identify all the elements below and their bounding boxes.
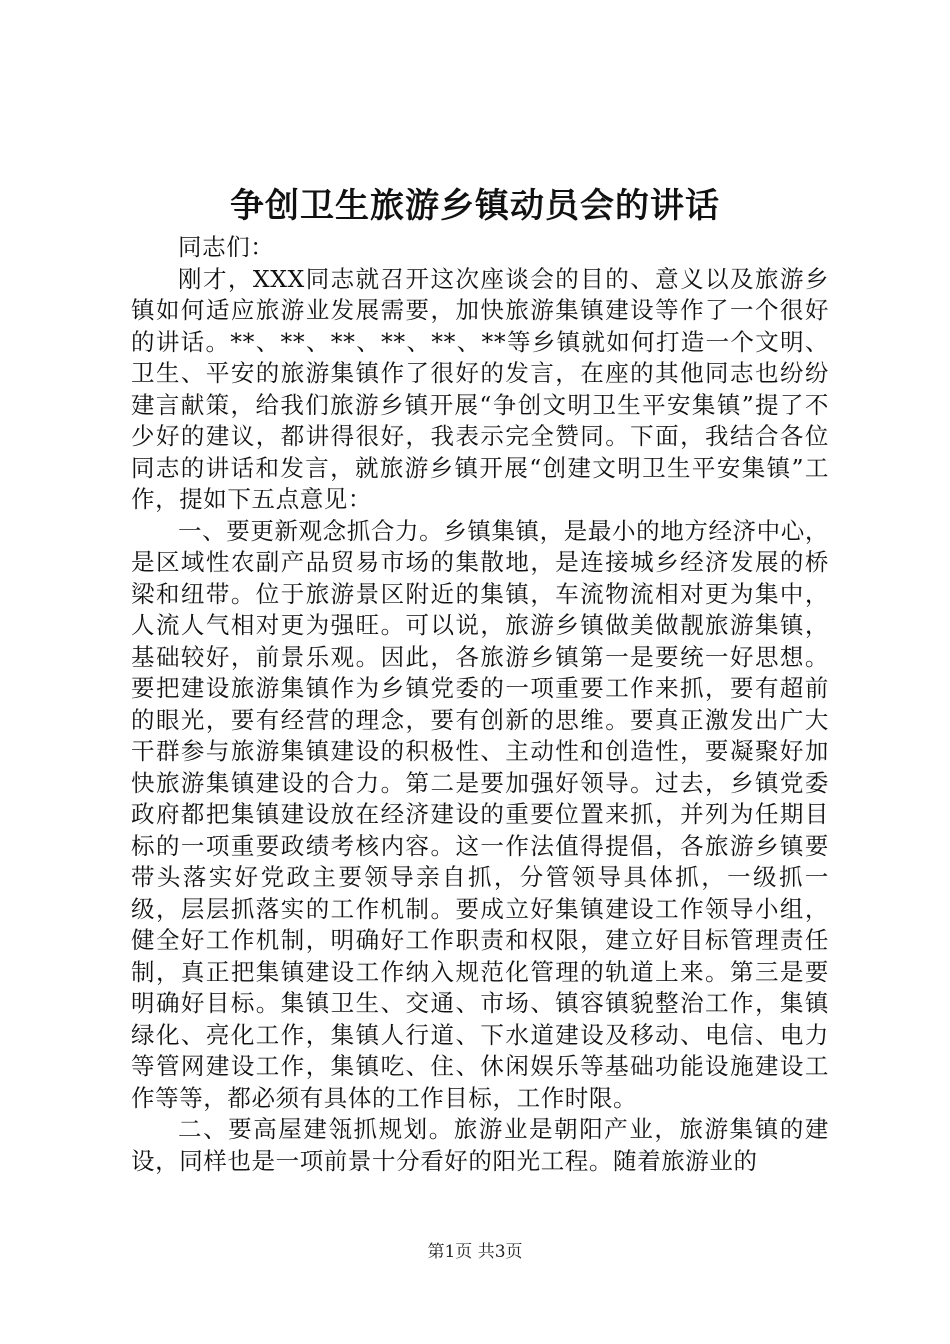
document-body <box>131 232 829 1177</box>
body-paragraph: 二、要高屋建瓴抓规划。旅游业是朝阳产业，旅游集镇的建设，同样也是一项前景十分看好的阳光工程。随着旅游业的 <box>131 1115 829 1175</box>
document-title: 争创卫生旅游乡镇动员会的讲话 <box>230 186 720 226</box>
body-paragraph: 刚才，XXX同志就召开这次座谈会的目的、意义以及旅游乡镇如何适应旅游业发展需要，加快旅游集镇建设等作了一个很好的讲话。**、**、**、**、**、**等乡镇就如何打造一个文明、卫生、平安的旅游集镇作了很好的发言，在座的其他同志也纷纷建言献策，给我们旅游乡镇开展“争创文明卫生平安集镇”提了不少好的建议，都讲得很好，我表示完全赞同。下面，我结合各位同志的讲话和发言，就旅游乡镇开展“创建文明卫生平安集镇”工作，提如下五点意见： <box>131 264 829 513</box>
page-number-footer: 第1页 共3页 <box>427 1242 523 1262</box>
salutation-paragraph: 同志们： <box>178 233 275 261</box>
body-paragraph: 一、要更新观念抓合力。乡镇集镇，是最小的地方经济中心，是区域性农副产品贸易市场的集散地，是连接城乡经济发展的桥梁和纽带。位于旅游景区附近的集镇，车流物流相对更为集中，人流人气相对更为强旺。可以说，旅游乡镇做美做靓旅游集镇，基础较好，前景乐观。因此，各旅游乡镇第一是要统一好思想。要把建设旅游集镇作为乡镇党委的一项重要工作来抓，要有超前的眼光，要有经营的理念，要有创新的思维。要真正激发出广大干群参与旅游集镇建设的积极性、主动性和创造性，要凝聚好加快旅游集镇建设的合力。第二是要加强好领导。过去，乡镇党委政府都把集镇建设放在经济建设的重要位置来抓，并列为任期目标的一项重要政绩考核内容。这一作法值得提倡，各旅游乡镇要带头落实好党政主要领导亲自抓，分管领导具体抓，一级抓一级，层层抓落实的工作机制。要成立好集镇建设工作领导小组，健全好工作机制，明确好工作职责和权限，建立好目标管理责任制，真正把集镇建设工作纳入规范化管理的轨道上来。第三是要明确好目标。集镇卫生、交通、市场、镇容镇貌整治工作，集镇绿化、亮化工作，集镇人行道、下水道建设及移动、电信、电力等管网建设工作，集镇吃、住、休闲娱乐等基础功能设施建设工作等等，都必须有具体的工作目标，工作时限。 <box>131 516 829 1112</box>
